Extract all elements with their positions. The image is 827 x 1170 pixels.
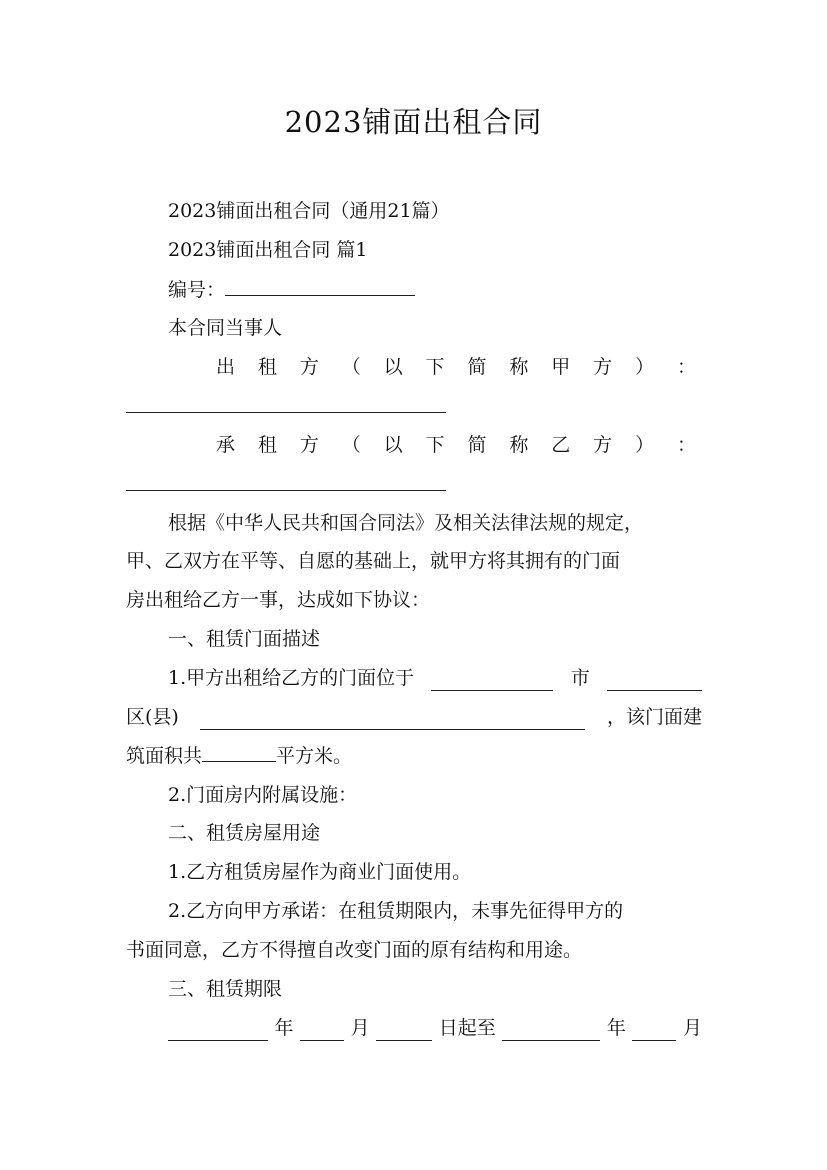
area-unit: 平方米。 [276, 745, 353, 767]
lessee-char: （ [341, 434, 361, 456]
lessor-char: 下 [425, 356, 445, 378]
district-blank [200, 711, 585, 730]
heading-lease-purpose: 二、租赁房屋用途 [168, 822, 321, 844]
contract-number-line [168, 277, 702, 303]
lessor-char: 方 [299, 356, 319, 378]
preamble-line-3: 房出租给乙方一事，达成如下协议： [126, 589, 431, 611]
year-label: 年 [274, 1017, 294, 1039]
month-label: 月 [350, 1017, 370, 1039]
city-label: 市 [570, 667, 590, 689]
year-label: 年 [606, 1017, 626, 1039]
lessee-char: ： [676, 434, 696, 456]
city-blank [431, 672, 553, 691]
month-label: 月 [682, 1017, 702, 1039]
lessor-char: ： [676, 356, 696, 378]
lessor-line [216, 354, 696, 380]
item-area-line [126, 743, 702, 769]
item-purpose-1: 1.乙方租赁房屋作为商业门面使用。 [168, 861, 472, 883]
lessor-char: 简 [467, 356, 487, 378]
contract-number-label: 编号： [168, 279, 226, 301]
start-day-blank [376, 1022, 432, 1041]
lessee-char: 乙 [551, 434, 571, 456]
start-year-blank [168, 1022, 268, 1041]
preamble-line-1: 根据《中华人民共和国合同法》及相关法律法规的规定， [168, 512, 644, 534]
area-label: 筑面积共 [126, 745, 203, 767]
lessee-char: 简 [467, 434, 487, 456]
location-label: 1.甲方出租给乙方的门面位于 [168, 667, 415, 689]
document-title: 2023铺面出租合同 [284, 105, 543, 139]
lessee-line [216, 432, 696, 458]
item-facilities: 2.门面房内附属设施： [168, 784, 358, 806]
lessor-char: 租 [257, 356, 277, 378]
heading-lease-description: 一、租赁门面描述 [168, 628, 321, 650]
start-month-blank [300, 1022, 344, 1041]
lessee-char: 承 [216, 434, 236, 456]
contract-number-blank [225, 277, 415, 296]
area-intro: ，该门面建 [606, 706, 702, 728]
lessee-char: 租 [257, 434, 277, 456]
lessor-char: （ [341, 356, 361, 378]
item-district-line [126, 704, 702, 730]
item-purpose-2-line-2: 书面同意，乙方不得擅自改变门面的原有结构和用途。 [126, 939, 583, 961]
area-blank [202, 743, 276, 762]
lessee-char: ） [635, 434, 655, 456]
lessor-blank [126, 412, 446, 413]
document-subtitle: 2023铺面出租合同（通用21篇） [168, 200, 450, 222]
end-month-blank [632, 1022, 676, 1041]
lessee-char: 方 [299, 434, 319, 456]
lessor-char: ） [635, 356, 655, 378]
section-heading: 2023铺面出租合同 篇1 [168, 239, 368, 261]
district-label: 区(县) [126, 706, 179, 728]
parties-intro: 本合同当事人 [168, 317, 283, 339]
lessor-char: 以 [383, 356, 403, 378]
item-location-line [168, 665, 702, 691]
lessee-char: 下 [425, 434, 445, 456]
district-prefix-blank [607, 672, 702, 691]
lessee-char: 以 [383, 434, 403, 456]
heading-lease-term: 三、租赁期限 [168, 978, 283, 1000]
lessor-char: 方 [593, 356, 613, 378]
lessor-char: 出 [216, 356, 236, 378]
lessee-char: 称 [509, 434, 529, 456]
lessor-char: 甲 [551, 356, 571, 378]
day-from-label: 日起至 [438, 1017, 496, 1039]
end-year-blank [502, 1022, 600, 1041]
lessor-char: 称 [509, 356, 529, 378]
lessee-char: 方 [593, 434, 613, 456]
lessee-blank [126, 490, 446, 491]
preamble-line-2: 甲、乙双方在平等、自愿的基础上，就甲方将其拥有的门面 [126, 550, 621, 572]
lease-term-line [168, 1015, 702, 1041]
item-purpose-2-line-1: 2.乙方向甲方承诺：在租赁期限内，未事先征得甲方的 [168, 900, 624, 922]
